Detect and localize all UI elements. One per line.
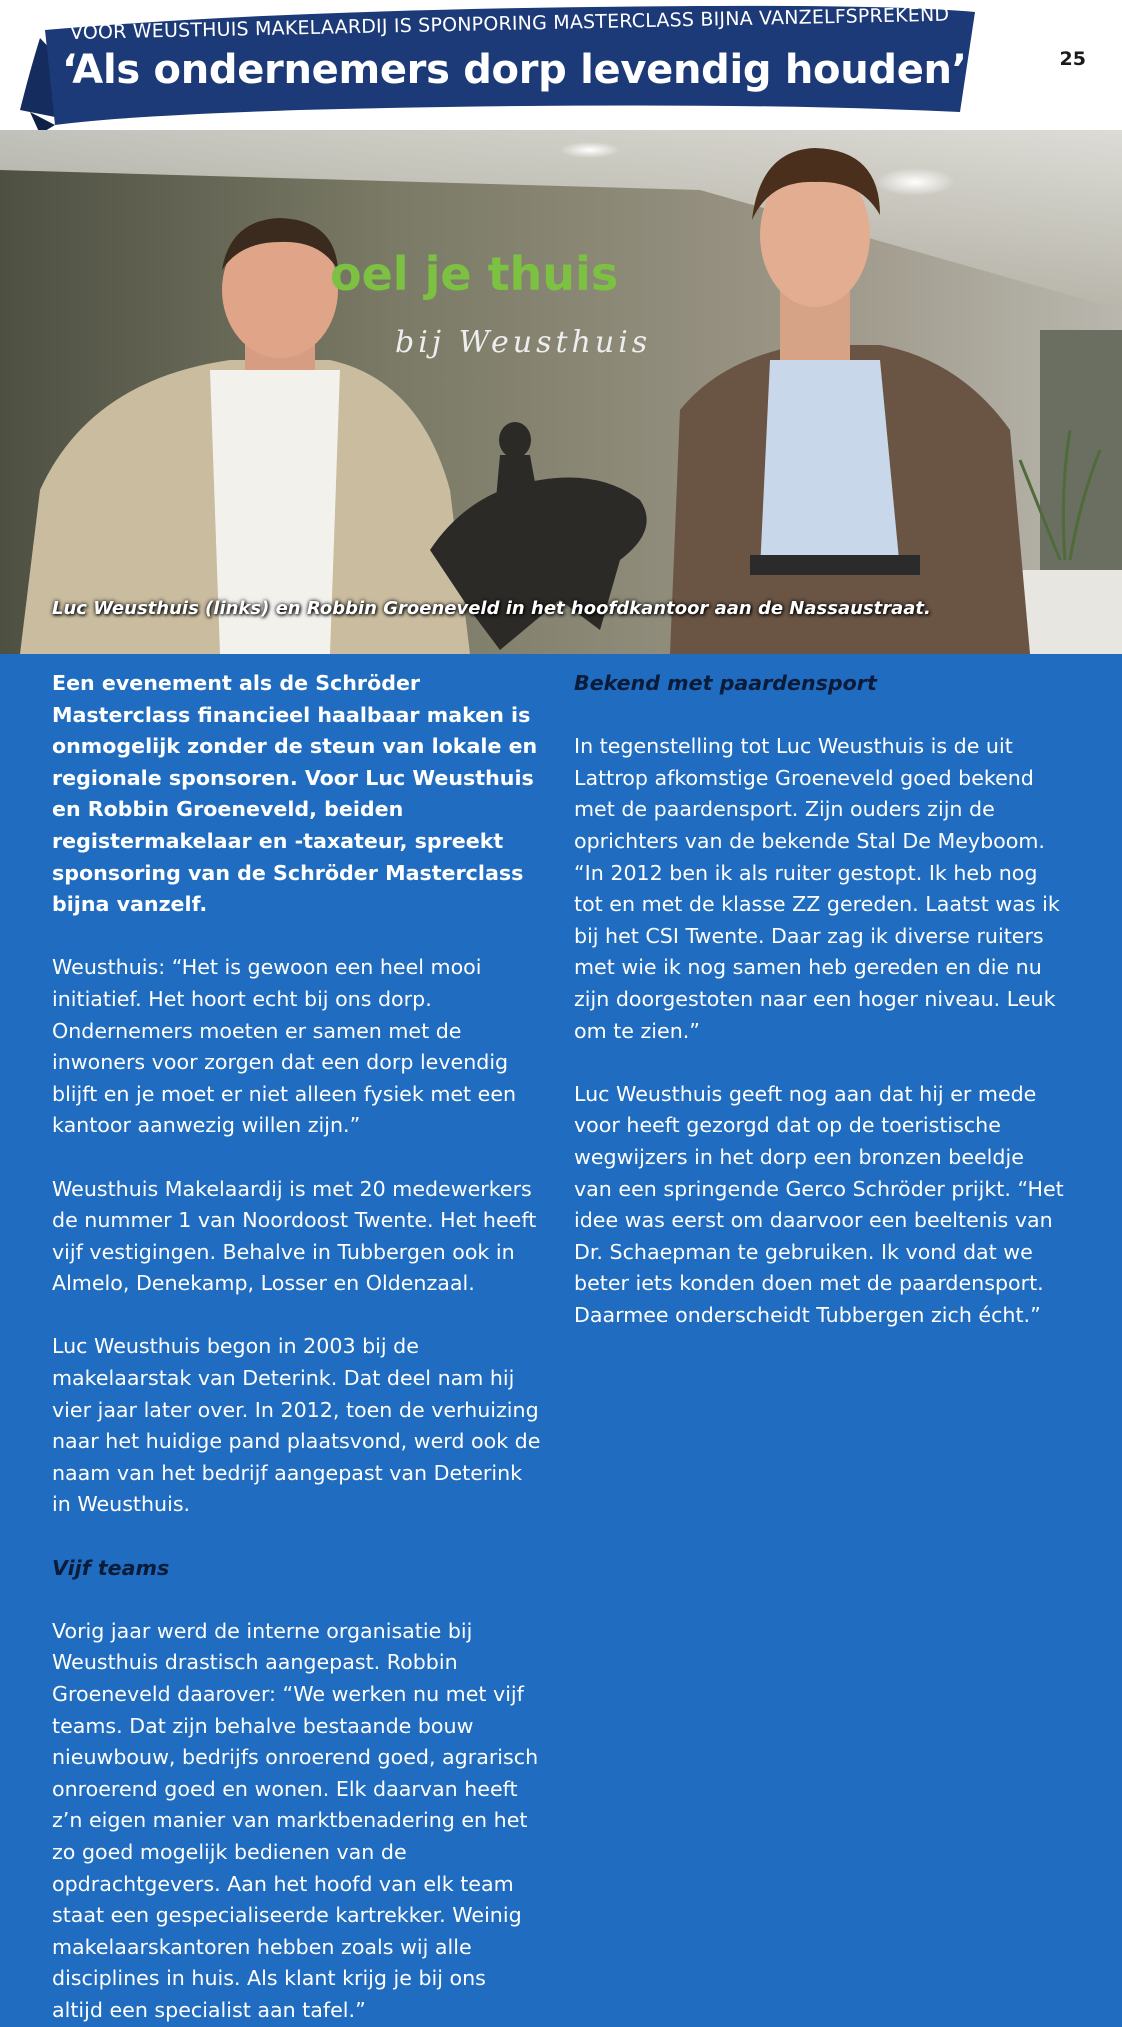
article-paragraph: Luc Weusthuis begon in 2003 bij de makelaarstak van Deterink. Dat deel nam hij vier jaar later over. In 2012, toen de verhuizing naar het huidige pand plaatsvond, werd ook de naam van het bedrijf aangepast van Deterink in Weusthuis. [52,1334,541,1517]
wall-logo-text: oel je thuis [330,247,619,301]
article-paragraph: Weusthuis: “Het is gewoon een heel mooi initiatief. Het hoort echt bij ons dorp. Ondernemers moeten er samen met de inwoners voor zorgen dat een dorp levendig blijft en je moet er niet alleen fysiek met een kantoor aanwezig willen zijn.” [52,955,517,1138]
article-paragraph: Luc Weusthuis geeft nog aan dat hij er mede voor heeft gezorgd dat op de toeristische wegwijzers in het dorp een bronzen beeldje van een springende Gerco Schröder prijkt. “Het idee was eerst om daarvoor een beeltenis van Dr. Schaepman te gebruiken. Ik vond dat we beter iets konden doen met de paardensport. Daarmee onderscheidt Tubbergen zich écht.” [574,1081,1064,1327]
article-paragraph: Vorig jaar werd de interne organisatie bij Weusthuis drastisch aangepast. Robbin Groeneveld daarover: “We werken nu met vijf teams. Dat zijn behalve bestaande bouw nieuwbouw, bedrijfs onroerend goed, agrarisch onroerend goed en wonen. Elk daarvan heeft z’n eigen manier van marktbenadering en het zo goed mogelijk bedienen van de opdrachtgevers. Aan het hoofd van elk team staat een gespecialiseerde kartrekker. Weinig makelaarskantoren hebben zoals wij alle disciplines in huis. Als klant krijg je bij ons altijd een specialist aan tafel.” [52,1618,539,2022]
page-number: 25 [1059,48,1086,70]
article-subheading: Vijf teams [52,1555,170,1580]
article-lead: Een evenement als de Schröder Masterclass financieel haalbaar maken is onmogelijk zonder de steun van lokale en regionale sponsoren. Voor Luc Weusthuis en Robbin Groeneveld, beiden registermakelaar en -taxateur, spreekt sponsoring van de Schröder Masterclass bijna vanzelf. [52,671,538,917]
article-subheading: Bekend met paardensport [574,671,877,695]
article-photo [0,130,1122,654]
wall-logo-script: bij Weusthuis [395,325,652,360]
article-column-left [52,668,542,2027]
article-column-right [574,668,1064,1331]
article-paragraph: In tegenstelling tot Luc Weusthuis is de uit Lattrop afkomstige Groeneveld goed bekend met de paardensport. Zijn ouders zijn de oprichters van de bekende Stal De Meyboom. “In 2012 ben ik als ruiter gestopt. Ik heb nog tot en met de klasse ZZ gereden. Laatst was ik bij het CSI Twente. Daar zag ik diverse ruiters met wie ik nog samen heb gereden en die nu zijn doorgestoten naar een hoger niveau. Leuk om te zien.” [574,734,1060,1043]
photo-caption: Luc Weusthuis (links) en Robbin Groeneveld in het hoofdkantoor aan de Nassaustraat. [52,598,931,619]
article-paragraph: Weusthuis Makelaardij is met 20 medewerkers de nummer 1 van Noordoost Twente. Het heeft vijf vestigingen. Behalve in Tubbergen ook in Almelo, Denekamp, Losser en Oldenzaal. [52,1176,537,1296]
article-kicker: VOOR WEUSTHUIS MAKELAARDIJ IS SPONPORING MASTERCLASS BIJNA VANZELFSPREKEND [69,3,950,44]
article-headline: ‘Als ondernemers dorp levendig houden’ [62,47,967,93]
